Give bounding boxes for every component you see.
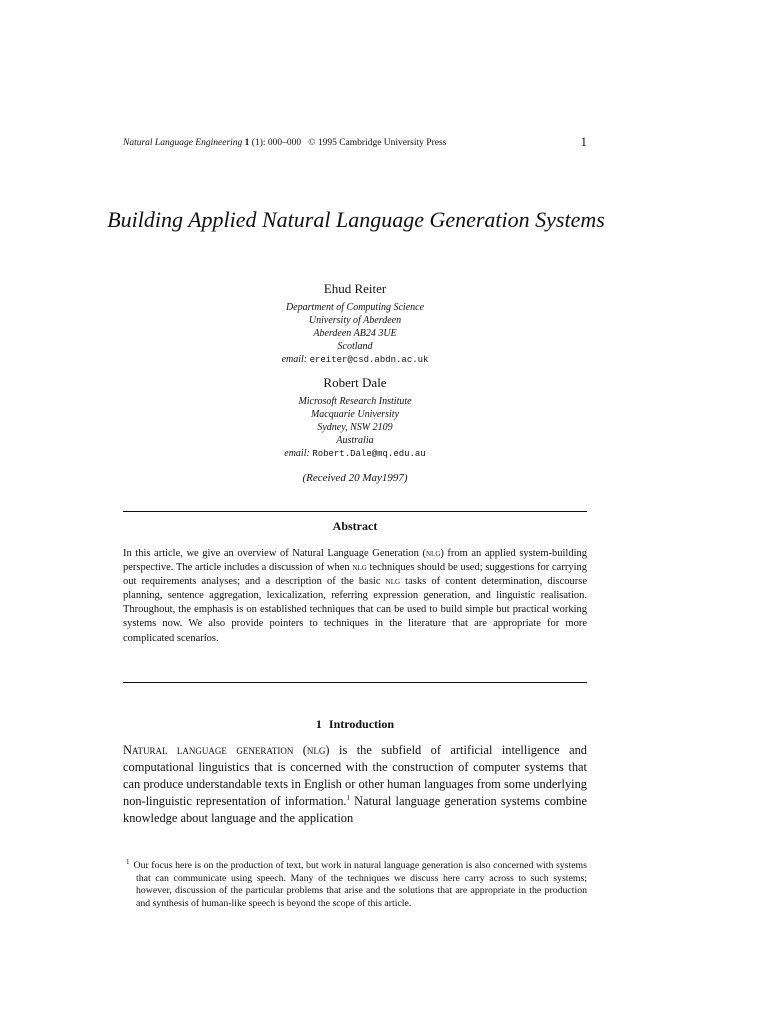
section-number: 1 (315, 717, 322, 731)
email-label: email: (284, 448, 310, 459)
affiliation-line: Department of Computing Science (285, 302, 425, 313)
affiliation-line: Australia (336, 435, 374, 446)
author-email (123, 353, 587, 367)
abstract-heading: Abstract (332, 519, 378, 533)
affiliation-line: Scotland (337, 341, 373, 352)
paper-title: Building Applied Natural Language Generation Systems (107, 207, 605, 232)
affiliation-line: Macquarie University (310, 409, 400, 420)
author-name: Ehud Reiter (323, 281, 387, 296)
email-label: email: (281, 354, 308, 365)
introduction-paragraph: Natural language generation (nlg) is the subfield of artificial intelligence and computational linguistics that is concerned with the construction of computer systems that can produce understandable texts in English or other human languages from some underlying non-linguistic representation of information.$^1$ Natural language generation systems combine knowledge about language and the application (123, 743, 588, 825)
nlg-acronym: nlg (425, 548, 441, 559)
footnote-mark: 1 (126, 858, 130, 866)
lead-small-caps: Natural language generation (123, 743, 294, 757)
abstract-text: In this article, we give an overview of Natural Language Generation (nlg) from an applied system-building perspective. The article includes a discussion of when nlg techniques should be used; suggestions for carrying out requirements analyses; and a description of the basic nlg tasks of content determination, discourse planning, sentence aggregation, lexicalization, referring expression generation, and linguistic realisation. Throughout, the emphasis is on established techniques that can be used to build simple but practical working systems now. We also provide pointers to techniques in the literature that are appropriate for more complicated scenarios. (123, 548, 587, 644)
email-address: Robert.Dale@mq.edu.au (312, 449, 426, 459)
affiliation-line: University of Aberdeen (308, 315, 402, 326)
affiliation-line: Microsoft Research Institute (298, 396, 412, 407)
author-name: Robert Dale (323, 375, 387, 390)
nlg-acronym: nlg (306, 743, 326, 757)
abstract-bottom-rule (123, 682, 587, 683)
footnote-reference[interactable]: 1 (346, 793, 350, 802)
journal-issue-pages: (1): 000–000 (251, 138, 302, 148)
author-block-2 (123, 374, 587, 461)
running-head (123, 136, 587, 150)
footnote (126, 856, 587, 910)
author-email (123, 447, 587, 461)
nlg-acronym: nlg (385, 576, 401, 588)
email-address: ereiter@csd.abdn.ac.uk (309, 355, 429, 365)
page-number: 1 (580, 134, 587, 149)
affiliation-line: Sydney, NSW 2109 (317, 422, 393, 433)
journal-volume: 1 (244, 138, 250, 148)
footnote-text: Our focus here is on the production of text, but work in natural language generation is also concerned with systems that can communicate using speech. Many of the techniques we discuss here carry across to such systems; however, discussion of the particular problems that arise and the solutions that are appropriate in the production and synthesis of human-like speech is beyond the scope of this article. (133, 860, 587, 909)
journal-name: Natural Language Engineering (123, 138, 243, 148)
nlg-acronym: nlg (352, 562, 367, 574)
copyright-notice: © 1995 Cambridge University Press (308, 138, 447, 148)
author-block-1 (123, 280, 587, 367)
affiliation-line: Aberdeen AB24 3UE (313, 328, 397, 339)
section-title-text: Introduction (328, 717, 395, 731)
received-date: (Received 20 May1997) (302, 472, 408, 484)
section-heading-introduction (123, 717, 587, 732)
abstract-top-rule (123, 511, 587, 512)
